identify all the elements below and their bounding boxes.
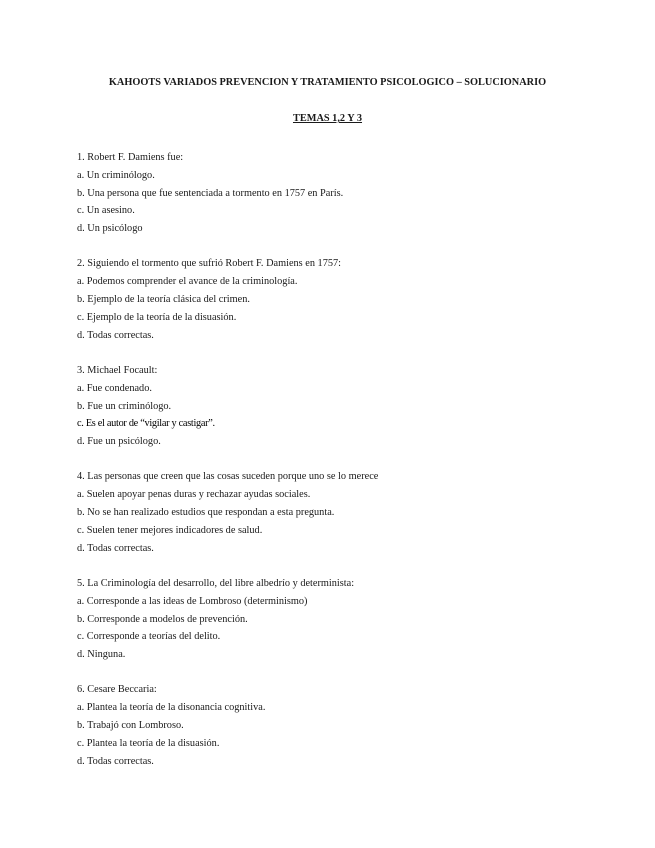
answer-option: a. Suelen apoyar penas duras y rechazar ayudas sociales.: [77, 489, 311, 501]
answer-option: a. Podemos comprender el avance de la criminología.: [77, 276, 298, 288]
answer-option: d. Ninguna.: [77, 649, 126, 661]
question-list: [77, 149, 597, 788]
question-3: [77, 362, 597, 451]
answer-option: b. No se han realizado estudios que respondan a esta pregunta.: [77, 507, 335, 519]
answer-option: b. Ejemplo de la teoría clásica del crimen.: [77, 294, 250, 306]
answer-option: c. Un asesino.: [77, 205, 135, 217]
document-subtitle: TEMAS 1,2 Y 3: [292, 113, 363, 124]
answer-option: d. Todas correctas.: [77, 542, 154, 554]
document-title: KAHOOTS VARIADOS PREVENCION Y TRATAMIENTO PSICOLOGICO – SOLUCIONARIO: [108, 77, 547, 88]
answer-option: c. Ejemplo de la teoría de la disuasión.: [77, 311, 237, 323]
answer-option: c. Suelen tener mejores indicadores de salud.: [77, 524, 263, 536]
question-1: [77, 149, 597, 238]
question-4: [77, 468, 597, 557]
answer-option: d. Todas correctas.: [77, 755, 154, 767]
question-prompt: 3. Michael Focault:: [77, 364, 158, 376]
question-2: [77, 255, 597, 344]
question-5: [77, 575, 597, 664]
question-prompt: 6. Cesare Beccaria:: [77, 684, 157, 696]
answer-option-highlighted: c. Es el autor de “vigilar y castigar”.: [77, 418, 215, 430]
question-prompt: 2. Siguiendo el tormento que sufrió Robert F. Damiens en 1757:: [77, 258, 341, 270]
answer-option: a. Corresponde a las ideas de Lombroso (determinismo): [77, 595, 308, 607]
question-prompt: 5. La Criminología del desarrollo, del libre albedrío y determinista:: [77, 577, 355, 589]
answer-option: a. Fue condenado.: [77, 382, 152, 394]
answer-option: b. Fue un criminólogo.: [77, 400, 172, 412]
answer-option: a. Un criminólogo.: [77, 169, 155, 181]
question-6: [77, 681, 597, 770]
answer-option: b. Trabajó con Lombroso.: [77, 720, 184, 732]
question-prompt: 4. Las personas que creen que las cosas suceden porque uno se lo merece: [77, 471, 379, 483]
answer-option: c. Plantea la teoría de la disuasión.: [77, 737, 220, 749]
answer-option: b. Corresponde a modelos de prevención.: [77, 613, 248, 625]
answer-option: d. Todas correctas.: [77, 329, 154, 341]
question-prompt: 1. Robert F. Damiens fue:: [77, 152, 184, 163]
answer-option: d. Un psicólogo: [77, 223, 143, 235]
answer-option: d. Fue un psicólogo.: [77, 436, 161, 448]
answer-option: c. Corresponde a teorías del delito.: [77, 631, 221, 643]
answer-option: b. Una persona que fue sentenciada a tormento en 1757 en París.: [77, 187, 344, 199]
answer-option: a. Plantea la teoría de la disonancia cognitiva.: [77, 702, 266, 714]
